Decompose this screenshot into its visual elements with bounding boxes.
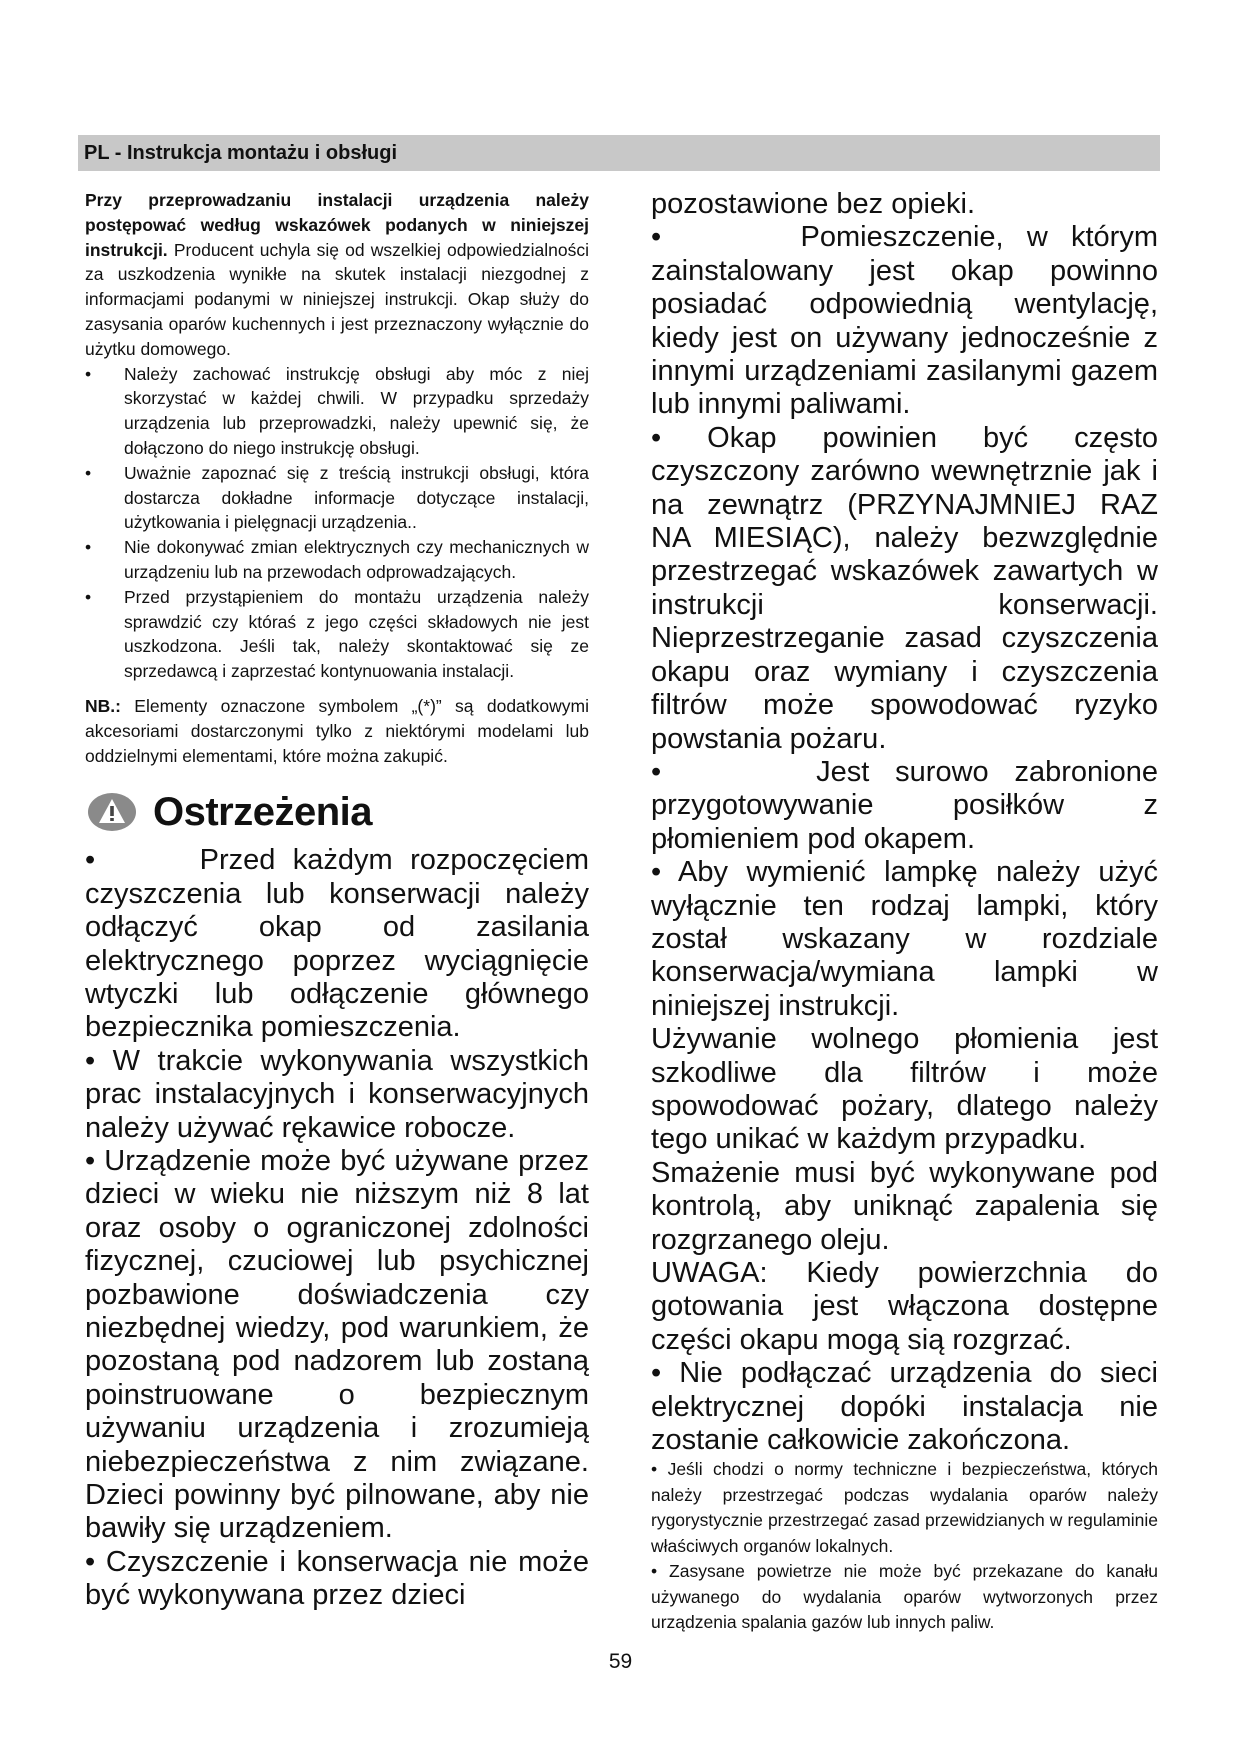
warning-paragraph: Używanie wolnego płomienia jest szkodliwe dla filtrów i może spowodować pożary, dlatego należy tego unikać w każdym przypadku. [651, 1023, 1158, 1156]
warning-paragraph: • Przed każdym rozpoczęciem czyszczenia lub konserwacji należy odłączyć okap od zasilania elektrycznego poprzez wyciągnięcie wtyczki lub odłączenie głównego bezpiecznika pomieszczenia. [85, 844, 589, 1044]
intro-paragraph [85, 188, 589, 362]
bullet-symbol: • [85, 586, 92, 607]
warning-paragraph: pozostawione bez opieki. [651, 188, 976, 220]
warning-paragraph: UWAGA: Kiedy powierzchnia do gotowania jest włączona dostępne części okapu mogą sią rozgrzać. [651, 1257, 1158, 1356]
warning-paragraph: • Okap powinien być często czyszczony zarówno wewnętrznie jak i na zewnątrz (PRZYNAJMNIEJ RAZ NA MIESIĄC), należy bezwzględnie przestrzegać wskazówek zawartych w instrukcji konserwacji. Nieprzestrzeganie zasad czyszczenia okapu oraz wymiany i czyszczenia filtrów może spowodować ryzyko powstania pożaru. [651, 421, 1158, 755]
regulation-note: • Zasysane powietrze nie może być przekazane do kanału używanego do wydalania oparów wytworzonych przez urządzenia spalania gazów lub innych paliw. [651, 1561, 1158, 1633]
bullet-symbol: • [85, 363, 92, 384]
bullet-text: Przed przystąpieniem do montażu urządzenia należy sprawdzić czy któraś z jego części składowych nie jest uszkodzona. Jeśli tak, należy skontaktować się ze sprzedawcą i zaprzestać kontynuowania instalacji. [124, 586, 589, 682]
list-item [85, 362, 589, 461]
regulation-note: • Jeśli chodzi o normy techniczne i bezpieczeństwa, których należy przestrzegać podczas wydalania oparów należy rygorystycznie przestrzegać zasad przewidzianych w regulaminie właściwych organów lokalnych. [651, 1459, 1158, 1556]
left-column [85, 188, 589, 1613]
list-item [85, 535, 589, 585]
bullet-symbol: • [85, 462, 92, 483]
warning-paragraph: • W trakcie wykonywania wszystkich prac instalacyjnych i konserwacyjnych należy używać rękawice robocze. [85, 1044, 589, 1144]
list-item [85, 585, 589, 684]
warning-paragraph: • Czyszczenie i konserwacja nie może być wykonywana przez dzieci [85, 1545, 589, 1612]
intro-bold-lead: Przy przeprowadzaniu instalacji urządzenia należy postępować według wskazówek podanych w niniejszej instrukcji. [85, 190, 589, 260]
list-item [85, 461, 589, 535]
bullet-symbol: • [85, 537, 92, 558]
warning-paragraph: • Aby wymienić lampkę należy użyć wyłącznie ten rodzaj lampki, który został wskazany w rozdziale konserwacja/wymiana lampki w niniejszej instrukcji. [651, 856, 1158, 1022]
nb-text: Elementy oznaczone symbolem „(*)” są dodatkowymi akcesoriami dostarczonymi tylko z niektórymi modelami lub oddzielnymi elementami, które można zakupić. [85, 695, 589, 766]
warnings-heading [85, 784, 589, 840]
warnings-title: Ostrzeżenia [153, 789, 373, 834]
warning-paragraph: • Jest surowo zabronione przygotowywanie posiłków z płomieniem pod okapem. [651, 755, 1158, 855]
bullet-text: Należy zachować instrukcję obsługi aby móc z niej skorzystać w każdej chwili. W przypadku sprzedaży urządzenia lub przeprowadzki, należy upewnić się, że dołączono do niego instrukcję obsługi. [124, 363, 589, 458]
warning-paragraph: • Urządzenie może być używane przez dzieci w wieku nie niższym niż 8 lat oraz osoby o ograniczonej zdolności fizycznej, czuciowej lub psychicznej pozbawione doświadczenia czy niezbędnej wiedzy, pod warunkiem, że pozostaną pod nadzorem lub zostaną poinstruowane o bezpiecznym używaniu urządzenia i zrozumieją niebezpieczeństwa z nim związane. Dzieci powinny być pilnowane, aby nie bawiły się urządzeniem. [85, 1144, 589, 1545]
warning-triangle-icon [87, 792, 137, 832]
bullet-text: Nie dokonywać zmian elektrycznych czy mechanicznych w urządzeniu lub na przewodach odprowadzających. [124, 537, 589, 582]
section-header: PL - Instrukcja montażu i obsługi [78, 135, 1160, 171]
bullet-text: Uważnie zapoznać się z treścią instrukcji obsługi, która dostarcza dokładne informacje dotyczące instalacji, użytkowania i pielęgnacji urządzenia.. [124, 462, 589, 533]
safety-bullet-list [85, 362, 589, 684]
nb-label: NB.: [85, 695, 121, 716]
intro-text: Producent uchyla się od wszelkiej odpowiedzialności za uszkodzenia wynikłe na skutek instalacji niezgodnej z informacjami podanymi w niniejszej instrukcji. Okap służy do zasysania oparów kuchennych i jest przeznaczony wyłącznie do użytku domowego. [85, 239, 589, 359]
page-number: 59 [608, 1650, 633, 1673]
warning-paragraph: • Nie podłączać urządzenia do sieci elektrycznej dopóki instalacja nie zostanie całkowicie zakończona. [651, 1357, 1158, 1457]
nb-note [85, 694, 589, 768]
warning-paragraph: • Pomieszczenie, w którym zainstalowany jest okap powinno posiadać odpowiednią wentylację, kiedy jest on używany jednocześnie z innymi urządzeniami zasilanymi gazem lub innymi paliwami. [651, 221, 1158, 421]
warning-paragraph: Smażenie musi być wykonywane pod kontrolą, aby uniknąć zapalenia się rozgrzanego oleju. [651, 1156, 1158, 1256]
right-column [651, 188, 1158, 1636]
